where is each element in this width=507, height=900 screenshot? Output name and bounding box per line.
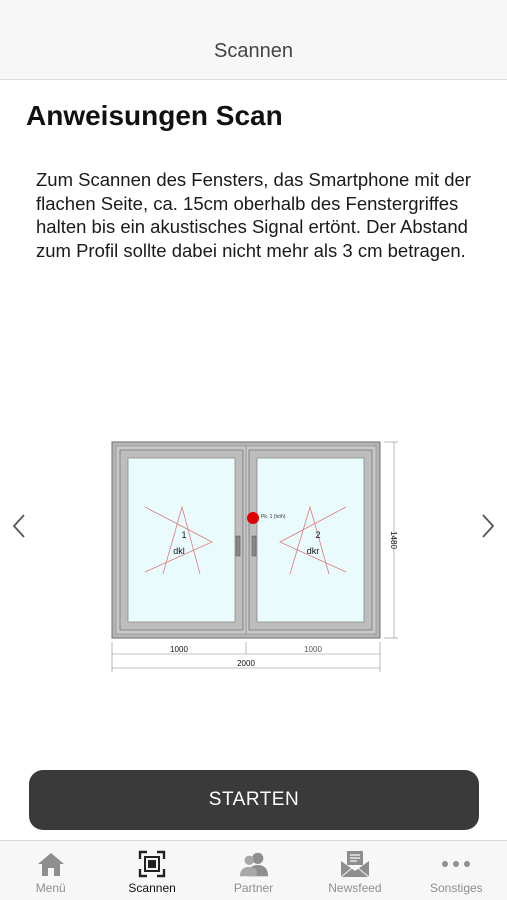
page-title: Anweisungen Scan xyxy=(26,100,283,131)
right-sash-type: dkr xyxy=(306,546,320,556)
tab-bar xyxy=(0,840,507,900)
scan-point-label: Pk. 1 (höh) xyxy=(261,514,286,520)
chevron-left-icon xyxy=(12,513,26,539)
right-handle xyxy=(252,536,256,556)
tab-label: Scannen xyxy=(128,881,176,895)
home-icon xyxy=(36,849,66,879)
height-dimension: 1480 xyxy=(389,531,398,549)
left-sash-type: dkl xyxy=(173,546,185,556)
partner-icon xyxy=(239,849,269,879)
tab-label: Sonstiges xyxy=(429,881,483,895)
left-handle xyxy=(236,536,240,556)
nav-title: Scannen xyxy=(214,40,293,62)
tab-menu[interactable] xyxy=(0,841,101,900)
tab-newsfeed[interactable] xyxy=(304,841,405,900)
start-button[interactable]: STARTEN xyxy=(29,770,479,830)
width-left-dimension: 1000 xyxy=(170,645,188,654)
scan-icon xyxy=(137,849,167,879)
window-drawing xyxy=(100,432,410,677)
tab-label: Menü xyxy=(35,881,66,895)
left-glass xyxy=(128,458,235,622)
width-right-dimension: 1000 xyxy=(304,645,322,654)
next-arrow-button[interactable] xyxy=(475,506,501,546)
navigation-bar xyxy=(0,0,507,80)
previous-arrow-button[interactable] xyxy=(6,506,32,546)
scan-instructions: Zum Scannen des Fensters, das Smartphone mit der flachen Seite, ca. 15cm oberhalb des Fenstergriffes halten bis ein akustisches Signal ertönt. Der Abstand zum Profil sollte dabei nicht mehr als 3 cm betragen. xyxy=(36,169,471,261)
tab-label: Partner xyxy=(233,881,274,895)
scan-point-marker xyxy=(247,512,259,524)
chevron-right-icon xyxy=(481,513,495,539)
width-total-dimension: 2000 xyxy=(237,659,255,668)
tab-partner[interactable] xyxy=(203,841,304,900)
right-glass xyxy=(257,458,364,622)
tab-scannen[interactable] xyxy=(101,841,202,900)
right-sash-number: 2 xyxy=(315,530,321,540)
tab-sonstiges[interactable] xyxy=(406,841,507,900)
left-sash-number: 1 xyxy=(181,530,187,540)
tab-label: Newsfeed xyxy=(328,881,382,895)
newsfeed-icon xyxy=(340,849,370,879)
more-icon xyxy=(441,849,471,879)
